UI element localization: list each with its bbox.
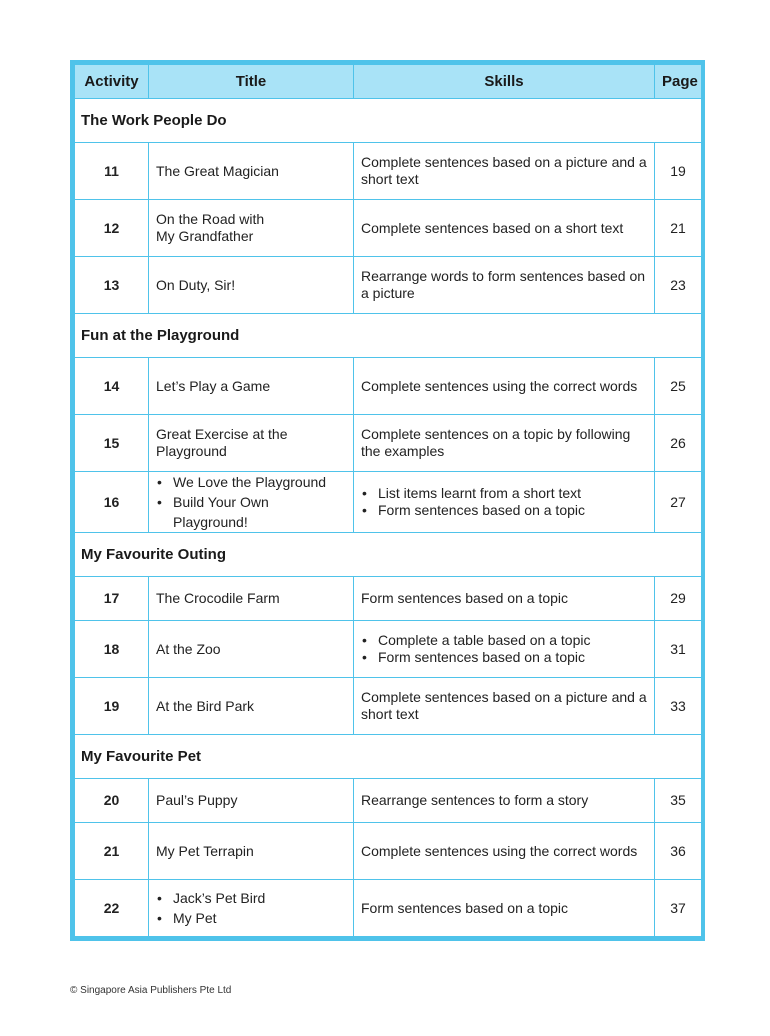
table-row	[75, 472, 702, 533]
activity-skills-list	[361, 485, 647, 519]
section-row	[75, 533, 702, 577]
activity-title-list	[156, 472, 346, 532]
section-row	[75, 314, 702, 358]
activity-skills	[354, 577, 655, 621]
page-number: 31	[655, 621, 702, 678]
section-heading: My Favourite Outing	[75, 533, 702, 577]
table-row	[75, 621, 702, 678]
page-number: 33	[655, 678, 702, 735]
page-number: 26	[655, 415, 702, 472]
page-number: 37	[655, 880, 702, 937]
activity-title-line: My Grandfather	[156, 228, 254, 244]
activity-skills	[354, 880, 655, 937]
activity-number: 22	[75, 880, 149, 937]
list-item: • Complete a table based on a topic	[361, 632, 647, 649]
activity-number: 20	[75, 779, 149, 823]
activity-title	[149, 678, 354, 735]
activity-number: 12	[75, 200, 149, 257]
table-row	[75, 823, 702, 880]
activity-title-list	[156, 888, 346, 928]
page-number: 27	[655, 472, 702, 533]
table-row	[75, 358, 702, 415]
activity-skills-line: Complete sentences based on a picture and a short text	[361, 689, 647, 722]
activity-skills	[354, 358, 655, 415]
activity-skills-line: Complete sentences on a topic by following the examples	[361, 426, 631, 459]
activity-title	[149, 472, 354, 533]
list-item: • Form sentences based on a topic	[361, 649, 647, 666]
activity-skills-line: Rearrange sentences to form a story	[361, 792, 589, 808]
activity-number: 14	[75, 358, 149, 415]
activity-title-line: Paul’s Puppy	[156, 792, 238, 808]
activity-title-line: On the Road with	[156, 211, 265, 227]
table-row	[75, 779, 702, 823]
activity-skills	[354, 257, 655, 314]
activity-number: 18	[75, 621, 149, 678]
activity-skills	[354, 779, 655, 823]
activity-skills-line: Complete sentences using the correct words	[361, 842, 638, 859]
table-row	[75, 257, 702, 314]
activity-number: 11	[75, 143, 149, 200]
list-item: • Build Your Own Playground!	[156, 492, 346, 532]
page-number: 21	[655, 200, 702, 257]
list-item: • Form sentences based on a topic	[361, 502, 647, 519]
table-row	[75, 415, 702, 472]
activity-title-line: On Duty, Sir!	[156, 276, 236, 293]
section-row	[75, 99, 702, 143]
activity-skills-line: Form sentences based on a topic	[361, 899, 569, 916]
activity-skills	[354, 143, 655, 200]
activity-skills-line: Complete sentences using the correct words	[361, 377, 638, 394]
activity-title	[149, 779, 354, 823]
activity-title	[149, 577, 354, 621]
section-heading: My Favourite Pet	[75, 735, 702, 779]
table-row	[75, 200, 702, 257]
activity-skills	[354, 472, 655, 533]
activity-number: 21	[75, 823, 149, 880]
activity-skills	[354, 678, 655, 735]
activity-title-line: At the Bird Park	[156, 697, 255, 714]
activity-title	[149, 200, 354, 257]
activity-skills-line: Complete sentences based on a picture and a short text	[361, 154, 647, 187]
activity-title	[149, 880, 354, 937]
list-item: • Jack’s Pet Bird	[156, 888, 346, 908]
page-number: 19	[655, 143, 702, 200]
header-activity: Activity	[75, 65, 149, 99]
copyright-footer: © Singapore Asia Publishers Pte Ltd	[70, 985, 232, 996]
activity-title-line: Let’s Play a Game	[156, 377, 271, 394]
contents-table-frame	[70, 60, 705, 941]
activity-title-line: My Pet Terrapin	[156, 842, 254, 859]
page-number: 29	[655, 577, 702, 621]
activity-skills	[354, 823, 655, 880]
table-row	[75, 577, 702, 621]
section-row	[75, 735, 702, 779]
activity-skills-list	[361, 632, 647, 666]
activity-skills-line: Complete sentences based on a short text	[361, 219, 624, 236]
activity-number: 16	[75, 472, 149, 533]
activity-title-line: Great Exercise at the Playground	[156, 426, 288, 459]
table-row	[75, 880, 702, 937]
activity-title-line: The Crocodile Farm	[156, 590, 280, 606]
activity-title-line: The Great Magician	[156, 162, 279, 179]
activity-title	[149, 621, 354, 678]
activity-skills-line: Form sentences based on a topic	[361, 590, 569, 606]
header-page: Page	[655, 65, 702, 99]
activity-title	[149, 358, 354, 415]
list-item: • We Love the Playground	[156, 472, 346, 492]
contents-table	[74, 64, 702, 937]
activity-title	[149, 257, 354, 314]
page-number: 36	[655, 823, 702, 880]
activity-skills	[354, 200, 655, 257]
header-title: Title	[149, 65, 354, 99]
table-body	[75, 99, 702, 937]
activity-number: 17	[75, 577, 149, 621]
table-row	[75, 143, 702, 200]
page-number: 23	[655, 257, 702, 314]
activity-skills	[354, 415, 655, 472]
activity-title	[149, 415, 354, 472]
activity-skills	[354, 621, 655, 678]
activity-title-line: At the Zoo	[156, 640, 221, 657]
activity-title	[149, 143, 354, 200]
header-row	[75, 65, 702, 99]
activity-number: 13	[75, 257, 149, 314]
activity-skills-line: Rearrange words to form sentences based on a picture	[361, 268, 646, 301]
list-item: • List items learnt from a short text	[361, 485, 647, 502]
activity-title	[149, 823, 354, 880]
page-number: 35	[655, 779, 702, 823]
page-number: 25	[655, 358, 702, 415]
section-heading: The Work People Do	[75, 99, 702, 143]
activity-number: 19	[75, 678, 149, 735]
list-item: • My Pet	[156, 908, 346, 928]
section-heading: Fun at the Playground	[75, 314, 702, 358]
header-skills: Skills	[354, 65, 655, 99]
table-row	[75, 678, 702, 735]
activity-number: 15	[75, 415, 149, 472]
